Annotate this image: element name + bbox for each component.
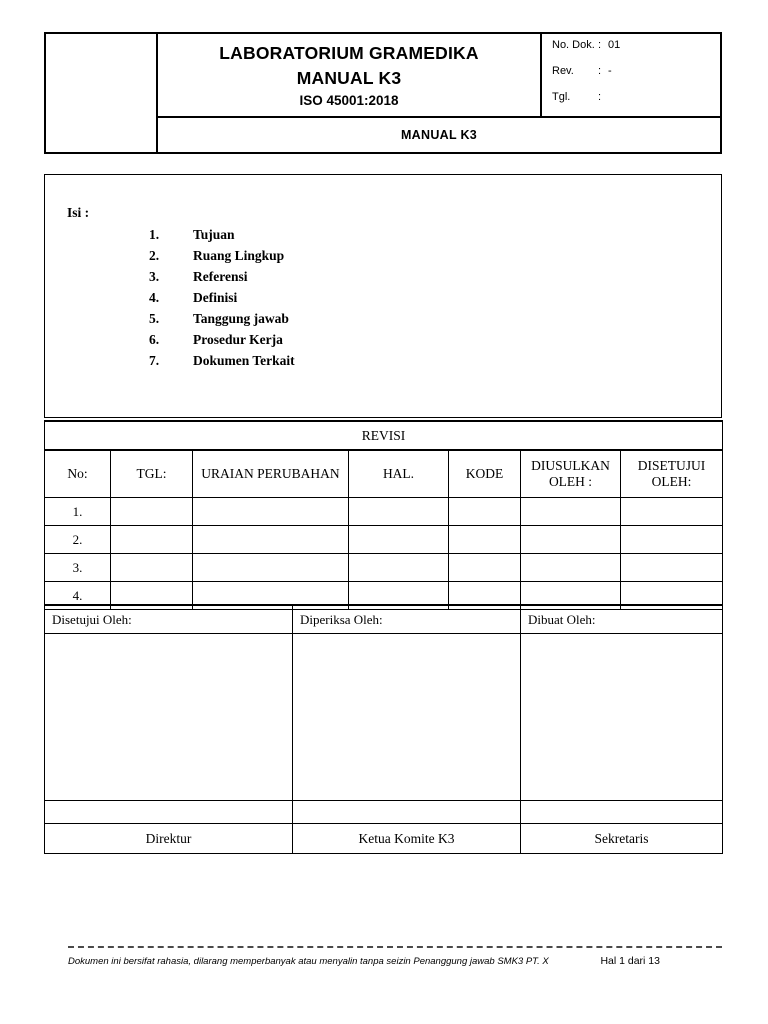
column-header-hal: HAL. (349, 450, 449, 498)
list-item-number: 2. (149, 247, 160, 263)
signature-label-dibuat: Dibuat Oleh: (521, 605, 723, 634)
cell-uraian[interactable] (193, 498, 349, 526)
revision-value: - (608, 65, 612, 77)
cell-diusulkan[interactable] (521, 526, 621, 554)
cell-no: 2. (45, 526, 111, 554)
list-item (149, 267, 589, 288)
signature-area-disetujui[interactable] (45, 634, 293, 801)
header-top-row (158, 34, 720, 118)
signature-label-disetujui: Disetujui Oleh: (45, 605, 293, 634)
cell-tgl[interactable] (111, 498, 193, 526)
cell-diusulkan[interactable] (521, 554, 621, 582)
cell-hal[interactable] (349, 554, 449, 582)
confidentiality-note: Dokumen ini bersifat rahasia, dilarang memperbanyak atau menyalin tanpa seizin Penanggung jawab SMK3 PT. X (68, 956, 549, 967)
column-header-diusulkan-oleh: DIUSULKAN OLEH : (521, 450, 621, 498)
list-item (149, 288, 589, 309)
revision-table (44, 420, 723, 610)
cell-tgl[interactable] (111, 526, 193, 554)
doc-number-label: No. Dok. (552, 39, 595, 51)
meta-row-date (552, 92, 720, 118)
organization-title: LABORATORIUM GRAMEDIKA (219, 42, 479, 63)
document-title: MANUAL K3 (296, 67, 402, 88)
list-item-label: Referensi (193, 268, 248, 284)
list-item-number: 6. (149, 331, 160, 347)
revision-label: Rev. (552, 65, 574, 77)
list-item-label: Tujuan (193, 227, 235, 242)
footer-divider (68, 946, 722, 948)
column-header-no: No: (45, 450, 111, 498)
signature-title-direktur: Direktur (45, 824, 293, 854)
contents-list (149, 225, 589, 371)
revision-separator: : (598, 65, 602, 77)
header-subtitle-bar: MANUAL K3 (400, 128, 478, 142)
signature-title-sekretaris: Sekretaris (521, 824, 723, 854)
list-item (149, 330, 589, 351)
signature-title-ketua-komite: Ketua Komite K3 (293, 824, 521, 854)
cell-no: 4. (45, 582, 111, 610)
cell-disetujui[interactable] (621, 526, 723, 554)
cell-diusulkan[interactable] (521, 498, 621, 526)
list-item (149, 246, 589, 267)
table-row (45, 498, 723, 526)
signature-name-entry-row (45, 801, 723, 824)
revision-title: REVISI (45, 421, 723, 450)
meta-row-revision (552, 66, 720, 92)
header-logo-cell (46, 34, 158, 152)
document-header (44, 32, 722, 154)
list-item (149, 225, 589, 246)
cell-kode[interactable] (449, 498, 521, 526)
date-separator: : (598, 91, 602, 103)
cell-hal[interactable] (349, 498, 449, 526)
list-item-label: Definisi (193, 289, 238, 305)
contents-box (44, 174, 722, 418)
cell-uraian[interactable] (193, 526, 349, 554)
signature-area-dibuat[interactable] (521, 634, 723, 801)
signature-space-row (45, 634, 723, 801)
table-row (45, 526, 723, 554)
signature-name-field-dibuat[interactable] (521, 801, 723, 824)
list-item-label: Dokumen Terkait (193, 352, 295, 368)
cell-tgl[interactable] (111, 554, 193, 582)
column-header-kode: KODE (449, 450, 521, 498)
list-item (149, 309, 589, 330)
contents-label: Isi : (67, 205, 90, 220)
footer-row (68, 955, 722, 967)
cell-uraian[interactable] (193, 554, 349, 582)
page-number: Hal 1 dari 13 (600, 955, 660, 967)
list-item-number: 1. (149, 227, 160, 242)
standard-reference: ISO 45001:2018 (299, 93, 399, 109)
column-header-uraian-perubahan: URAIAN PERUBAHAN (193, 450, 349, 498)
signature-table (44, 604, 723, 854)
column-header-disetujui-oleh: DISETUJUI OLEH: (621, 450, 723, 498)
list-item-label: Ruang Lingkup (193, 247, 285, 263)
cell-disetujui[interactable] (621, 498, 723, 526)
list-item-label: Prosedur Kerja (193, 331, 283, 347)
signature-label-row (45, 605, 723, 634)
signature-name-field-diperiksa[interactable] (293, 801, 521, 824)
header-right-section (158, 34, 720, 152)
cell-kode[interactable] (449, 554, 521, 582)
column-header-tgl: TGL: (111, 450, 193, 498)
document-footer (68, 946, 722, 967)
list-item-number: 3. (149, 268, 160, 284)
header-title-cell (158, 34, 542, 116)
doc-number-separator: : (598, 39, 602, 51)
revision-title-row (45, 421, 723, 450)
list-item (149, 351, 589, 372)
date-label: Tgl. (552, 91, 571, 103)
cell-hal[interactable] (349, 526, 449, 554)
list-item-label: Tanggung jawab (193, 310, 289, 326)
signature-label-diperiksa: Diperiksa Oleh: (293, 605, 521, 634)
cell-disetujui[interactable] (621, 554, 723, 582)
meta-row-doc-number (552, 40, 720, 66)
cell-no: 3. (45, 554, 111, 582)
table-row (45, 554, 723, 582)
cell-no: 1. (45, 498, 111, 526)
signature-name-field-disetujui[interactable] (45, 801, 293, 824)
doc-number-value: 01 (608, 39, 621, 51)
list-item-number: 7. (149, 352, 160, 368)
signature-title-row (45, 824, 723, 854)
cell-kode[interactable] (449, 526, 521, 554)
list-item-number: 4. (149, 289, 160, 305)
header-metadata-cell (542, 34, 720, 116)
list-item-number: 5. (149, 310, 160, 326)
revision-header-row (45, 450, 723, 498)
signature-area-diperiksa[interactable] (293, 634, 521, 801)
